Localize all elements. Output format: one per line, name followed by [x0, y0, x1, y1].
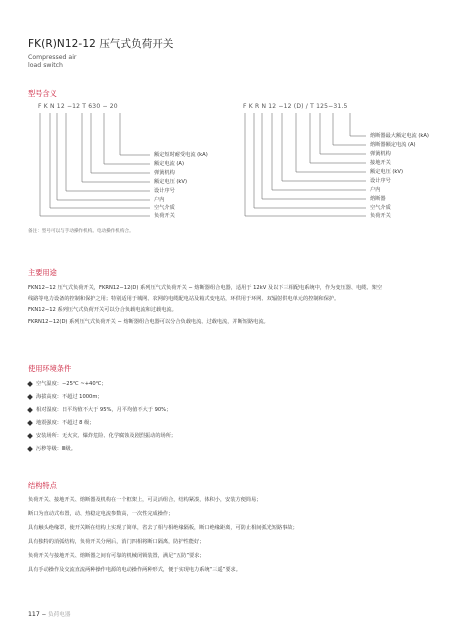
env-item: 空气温度：−25℃ ~+40℃； [28, 380, 107, 387]
model-section-heading: 型号含义 [28, 89, 57, 98]
footer-separator: − [39, 612, 49, 618]
bullet-icon [27, 407, 33, 413]
page-subtitle-line1: Compressed air [28, 54, 77, 61]
page-number: 117 [28, 611, 40, 618]
feature-section-heading: 结构特点 [28, 481, 57, 490]
left-label-indoor: 户内 [154, 197, 165, 203]
page-footer [28, 610, 70, 618]
usage-paragraph: FKRN12−12(D) 系列压气式负荷开关 − 熔断器组合电器可以分合负载电流、过载电流，并断短路电流。 [28, 319, 269, 325]
usage-section-heading: 主要用途 [28, 268, 57, 277]
env-item: 地震强度：不超过 8 级； [28, 419, 94, 426]
usage-paragraph: FKN12−12 压气式负荷开关，FKRN12−12(D) 系列压气式负荷开关 − 熔断器组合电器，适用于 12kV 及以下三相配电系统中，作为变压器、电缆、架空 [28, 285, 383, 291]
model-note: 备注：型号可以与手动操作机构。电动操作机构合。 [28, 229, 134, 234]
bullet-icon [27, 446, 33, 452]
bullet-icon [27, 381, 33, 387]
env-item: 污秽等级：Ⅲ级。 [28, 445, 76, 452]
footer-brand: 负荷电器 [48, 612, 71, 618]
left-label-load-switch: 负荷开关 [154, 213, 175, 219]
left-label-rated-current: 额定电流 (A) [154, 161, 184, 167]
left-label-design-number: 设计序号 [154, 188, 175, 194]
bullet-icon [27, 420, 33, 426]
left-label-short-time-current: 额定短时耐受电流 (kA) [154, 152, 208, 158]
right-model-code: F K R N 12 −12 (D) / T 125−31.5 [243, 103, 348, 110]
env-section-heading: 使用环境条件 [28, 364, 72, 373]
right-label-fuse: 熔断器 [370, 196, 386, 202]
usage-paragraph: FKN12−12 系列压气式负荷开关可以分合负载电流和过载电流。 [28, 307, 177, 313]
env-item: 安装场所：无火灾、爆炸危险、化学腐蚀及剧烈振动的场所； [28, 432, 176, 439]
feature-item: 具有触头绝缘罩，使开关断在结构上实现了简单，省去了相与相绝缘隔板，断口绝缘距离，可防止相间弧光短路事故； [28, 525, 298, 531]
page-subtitle-line2: load switch [28, 62, 63, 69]
right-label-design-number: 设计序号 [370, 178, 391, 184]
usage-paragraph: 线路等电力设备的控制和保护之用；特别适用于城网、农网的电缆配电站及箱式变电站，环供用于环网、双辐射供电单元的控制和保护。 [28, 296, 340, 302]
env-item: 海拔高度：不超过 1000m； [28, 393, 103, 400]
left-label-rated-voltage: 额定电压 (kV) [154, 179, 187, 185]
right-label-fuse-max-current: 熔断器最大额定电流 (kA) [370, 133, 429, 139]
right-label-indoor: 户内 [370, 187, 381, 193]
right-label-fuse-rated-current: 熔断器额定电流 (A) [370, 142, 416, 148]
left-label-air-medium: 空气介质 [154, 205, 175, 211]
left-model-code: F K N 12 −12 T 630 − 20 [38, 103, 118, 110]
left-label-spring-mechanism: 弹簧机构 [154, 170, 175, 176]
right-label-earthing-switch: 接地开关 [370, 160, 391, 166]
feature-item: 具有独特的消弧结构，负荷开关分闸后，消门四相将断口隔离，防护性能好； [28, 539, 205, 545]
feature-item: 负荷开关、接地开关、熔断器及机构在一个框架上，可灵活组合，结构紧凑，体积小，安装方便简易； [28, 497, 262, 503]
right-label-spring-mechanism: 弹簧机构 [370, 151, 391, 157]
page-title: FK(R)N12-12 压气式负荷开关 [28, 38, 174, 50]
bullet-icon [27, 433, 33, 439]
right-label-air-medium: 空气介质 [370, 205, 391, 211]
right-label-rated-voltage: 额定电压 (kV) [370, 169, 403, 175]
feature-item: 具有手动操作及交流直流两种操作电源的电动操作两种形式，便于实现电力系统“三遥”要求。 [28, 567, 241, 573]
env-item: 相对湿度：日平均值不大于 95%，月平均值不大于 90%； [28, 406, 171, 413]
feature-item: 断口为直动式布置，动、热稳定电流参数高，一次性完成操作； [28, 511, 174, 517]
bullet-icon [27, 394, 33, 400]
right-label-load-switch: 负荷开关 [370, 213, 391, 219]
feature-item: 负荷开关与接地开关、熔断器之间有可靠的机械闭锁装置，满足“五防”要求； [28, 553, 205, 559]
